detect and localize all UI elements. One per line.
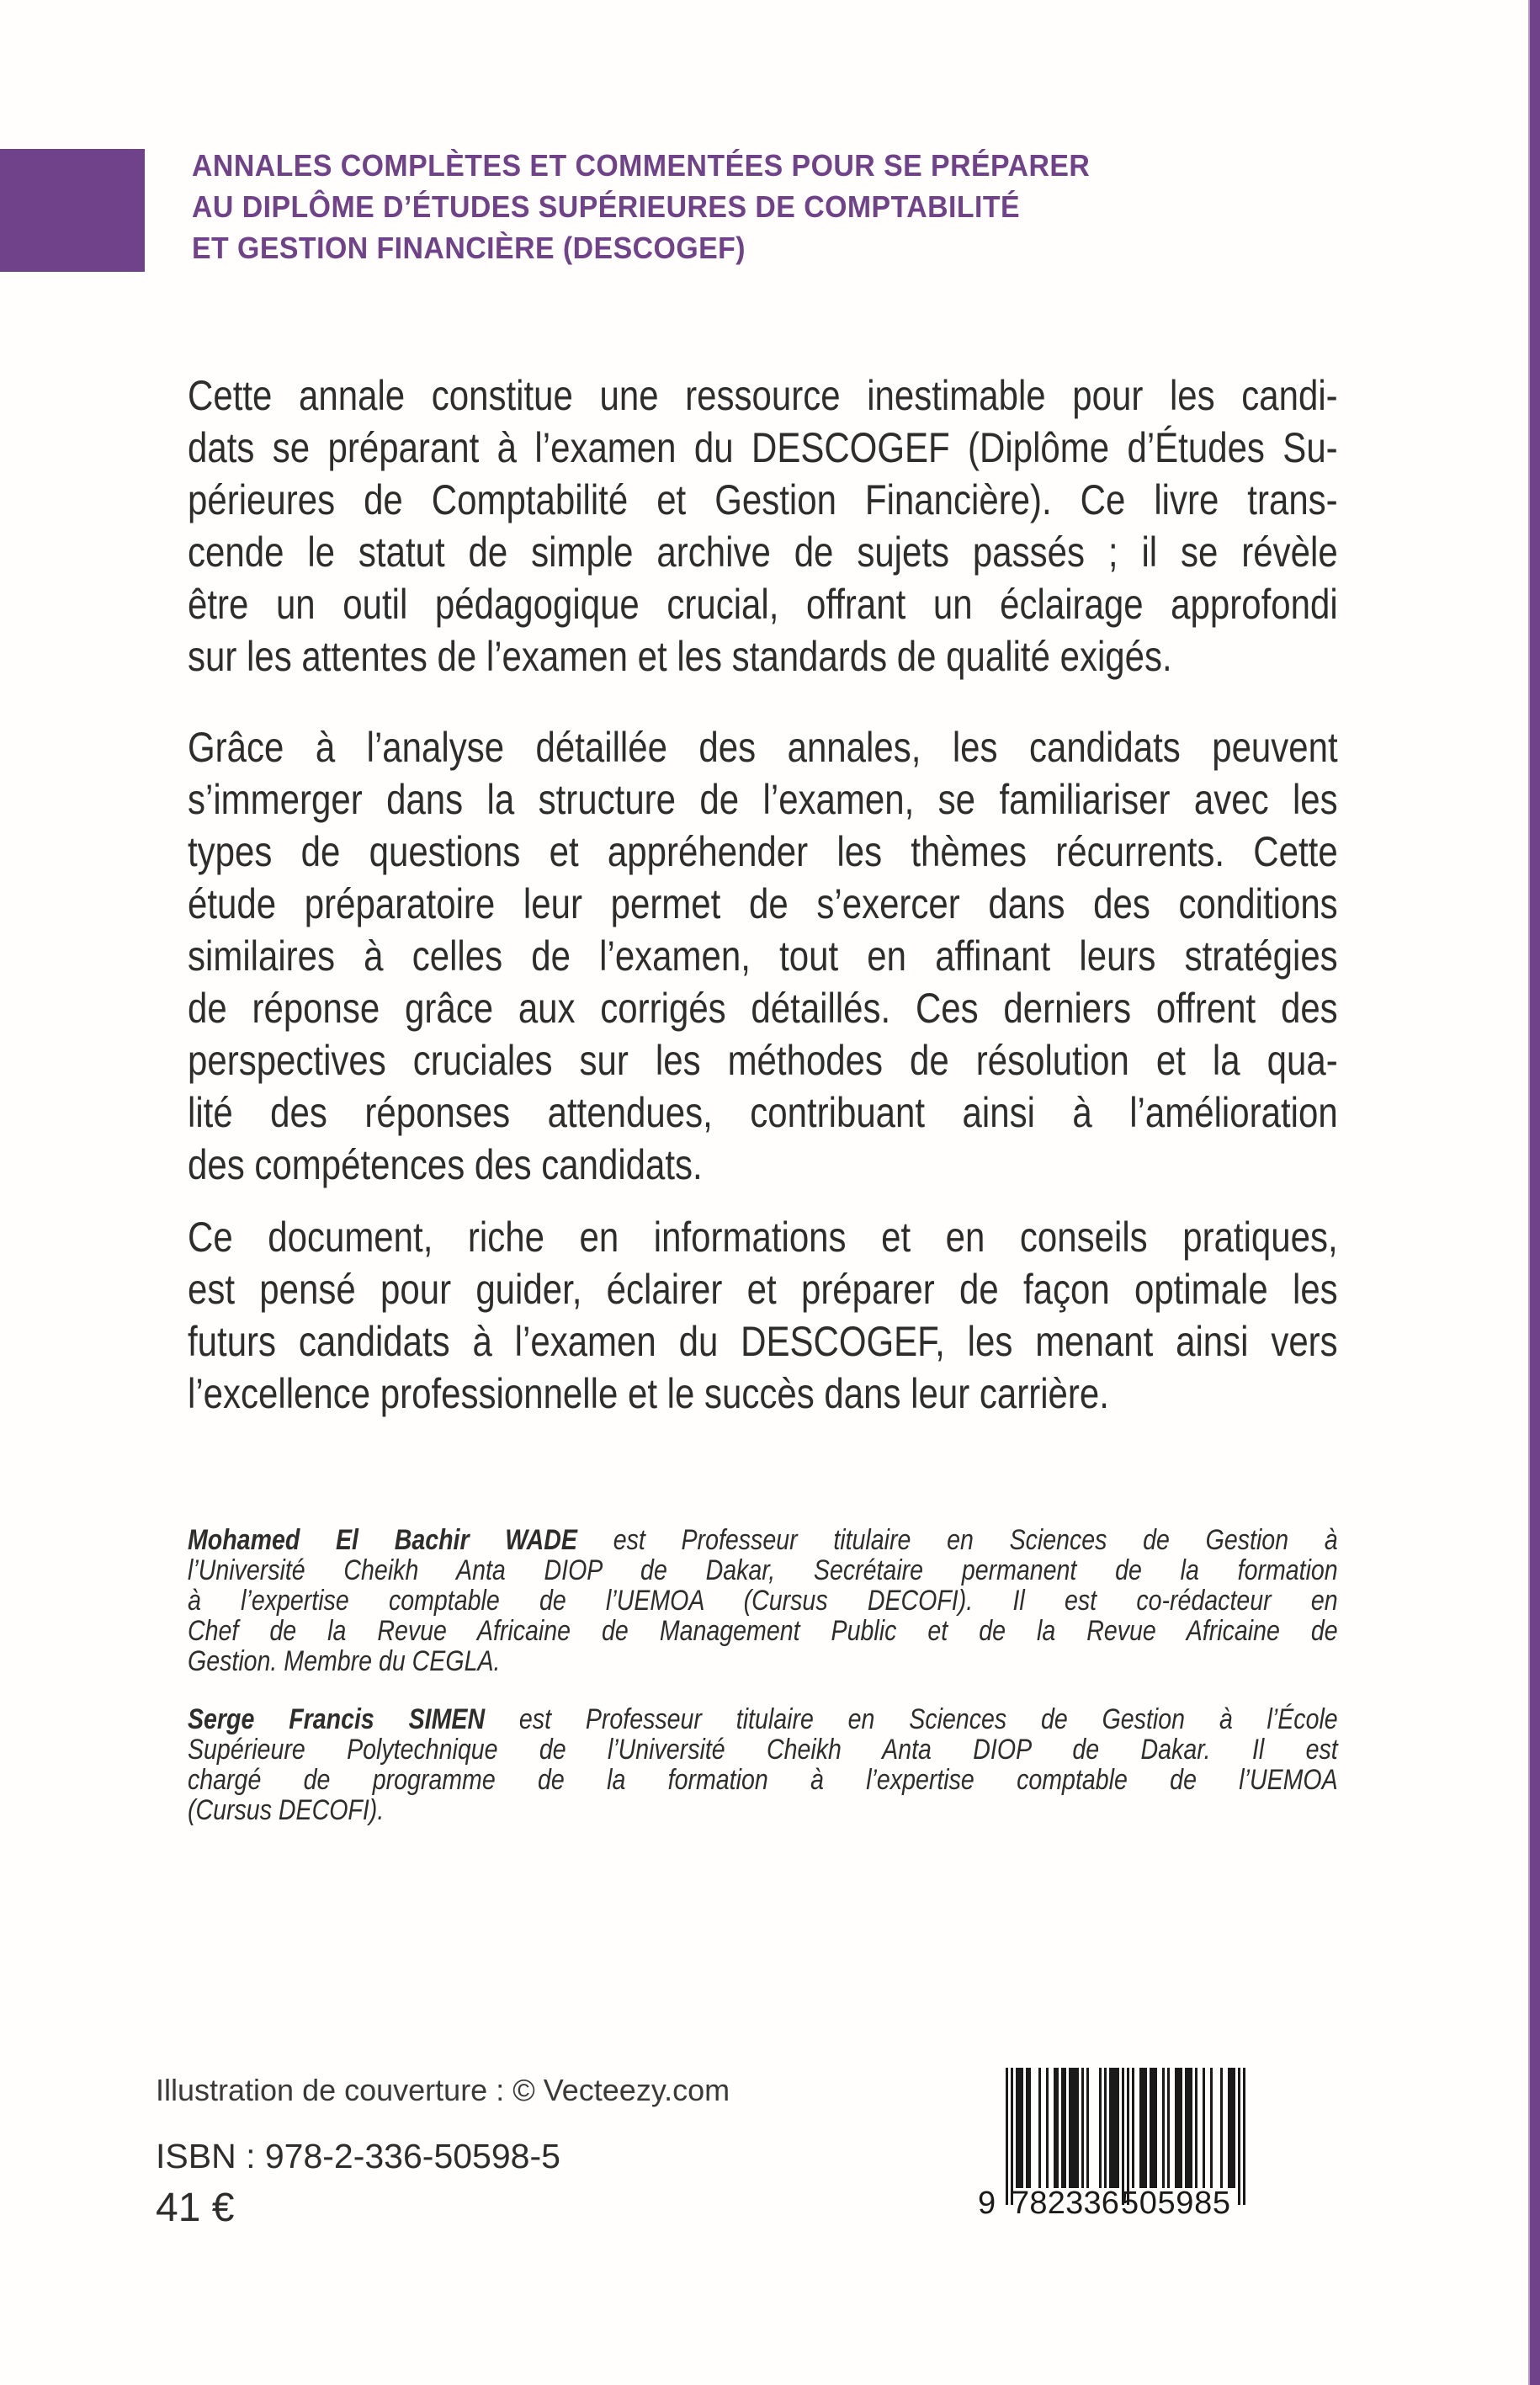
- paragraph-line: futurs candidats à l’examen du DESCOGEF, les menant ainsi vers: [188, 1318, 1338, 1365]
- barcode-digit-first: 9: [978, 2186, 996, 2221]
- paragraph-line: des compétences des candidats.: [188, 1141, 703, 1188]
- paragraph-line: similaires à celles de l’examen, tout en affinant leurs stratégies: [188, 932, 1338, 980]
- barcode-digits-right: [1121, 2186, 1230, 2222]
- paragraph-line: cende le statut de simple archive de sujets passés ; il se révèle: [188, 529, 1338, 576]
- bio-line: Chef de la Revue Africaine de Management Public et de la Revue Africaine de: [188, 1615, 1338, 1647]
- isbn-text: ISBN : 978-2-336-50598-5: [156, 2137, 560, 2175]
- barcode-digit: 3: [1065, 2186, 1084, 2221]
- barcode-digit: 5: [1212, 2186, 1230, 2221]
- bio-line: Mohamed El Bachir WADE est Professeur titulaire en Sciences de Gestion à: [188, 1524, 1338, 1556]
- bio-line: Supérieure Polytechnique de l’Université Cheikh Anta DIOP de Dakar. Il est: [188, 1734, 1338, 1766]
- author-bio: [188, 1704, 1338, 1825]
- paragraph-line: perspectives cruciales sur les méthodes de résolution et la qua-: [188, 1037, 1338, 1084]
- accent-rectangle: [0, 149, 145, 272]
- body-paragraph: [188, 1211, 1338, 1420]
- body-paragraph: [188, 369, 1338, 683]
- barcode-digit: 2: [1047, 2186, 1065, 2221]
- paragraph-line: s’immerger dans la structure de l’examen, se familiariser avec les: [188, 776, 1338, 823]
- title-block: [192, 145, 1090, 268]
- paragraph-line: de réponse grâce aux corrigés détaillés. Ces derniers offrent des: [188, 985, 1338, 1032]
- barcode-digit: 5: [1157, 2186, 1176, 2221]
- bio-line: Serge Francis SIMEN est Professeur titulaire en Sciences de Gestion à l’École: [188, 1703, 1338, 1735]
- paragraph-line: lité des réponses attendues, contribuant ainsi à l’amélioration: [188, 1089, 1338, 1136]
- author-name: Mohamed El Bachir WADE: [188, 1524, 577, 1556]
- paragraph-line: étude préparatoire leur permet de s’exercer dans des conditions: [188, 880, 1338, 927]
- author-bio: [188, 1525, 1338, 1676]
- paragraph-line: être un outil pédagogique crucial, offrant un éclairage approfondi: [188, 581, 1338, 628]
- paragraph-line: types de questions et appréhender les thèmes récurrents. Cette: [188, 828, 1338, 875]
- title-line-1: ANNALES COMPLÈTES ET COMMENTÉES POUR SE PRÉPARER: [192, 148, 1091, 183]
- paragraph-line: Cette annale constitue une ressource inestimable pour les candi-: [188, 372, 1338, 419]
- barcode-digit: 7: [1012, 2186, 1030, 2221]
- title-line-3: ET GESTION FINANCIÈRE (DESCOGEF): [192, 231, 746, 265]
- paragraph-line: Ce document, riche en informations et en conseils pratiques,: [188, 1214, 1338, 1261]
- body-paragraph: [188, 721, 1338, 1191]
- paragraph-line: est pensé pour guider, éclairer et préparer de façon optimale les: [188, 1266, 1338, 1313]
- barcode-digit: 6: [1101, 2186, 1119, 2221]
- author-name: Serge Francis SIMEN: [188, 1703, 486, 1735]
- barcode-digits-left: [1012, 2186, 1119, 2222]
- bio-line: Gestion. Membre du CEGLA.: [188, 1645, 501, 1677]
- bio-line: à l’expertise comptable de l’UEMOA (Cursus DECOFI). Il est co-rédacteur en: [188, 1585, 1338, 1617]
- price-text: 41 €: [156, 2186, 235, 2230]
- paragraph-line: l’excellence professionnelle et le succès dans leur carrière.: [188, 1370, 1109, 1417]
- illustration-credit: Illustration de couverture : © Vecteezy.com: [156, 2073, 730, 2107]
- barcode-digit: 8: [1194, 2186, 1213, 2221]
- title-line-2: AU DIPLÔME D’ÉTUDES SUPÉRIEURES DE COMPTABILITÉ: [192, 189, 1021, 224]
- bio-line: (Cursus DECOFI).: [188, 1794, 385, 1826]
- paragraph-line: dats se préparant à l’examen du DESCOGEF (Diplôme d’Études Su-: [188, 424, 1338, 471]
- barcode: [976, 2058, 1267, 2230]
- barcode-digit: 9: [1176, 2186, 1194, 2221]
- barcode-digit: 5: [1121, 2186, 1139, 2221]
- paragraph-line: périeures de Comptabilité et Gestion Financière). Ce livre trans-: [188, 476, 1338, 523]
- bio-line: chargé de programme de la formation à l’expertise comptable de l’UEMOA: [188, 1764, 1338, 1796]
- paragraph-line: sur les attentes de l’examen et les standards de qualité exigés.: [188, 633, 1172, 680]
- barcode-digit: 0: [1139, 2186, 1157, 2221]
- paragraph-line: Grâce à l’analyse détaillée des annales, les candidats peuvent: [188, 724, 1338, 771]
- barcode-digit: 8: [1029, 2186, 1048, 2221]
- barcode-digit: 3: [1083, 2186, 1102, 2221]
- bio-line: l’Université Cheikh Anta DIOP de Dakar, Secrétaire permanent de la formation: [188, 1554, 1338, 1586]
- right-edge-stripe: [1528, 0, 1540, 2385]
